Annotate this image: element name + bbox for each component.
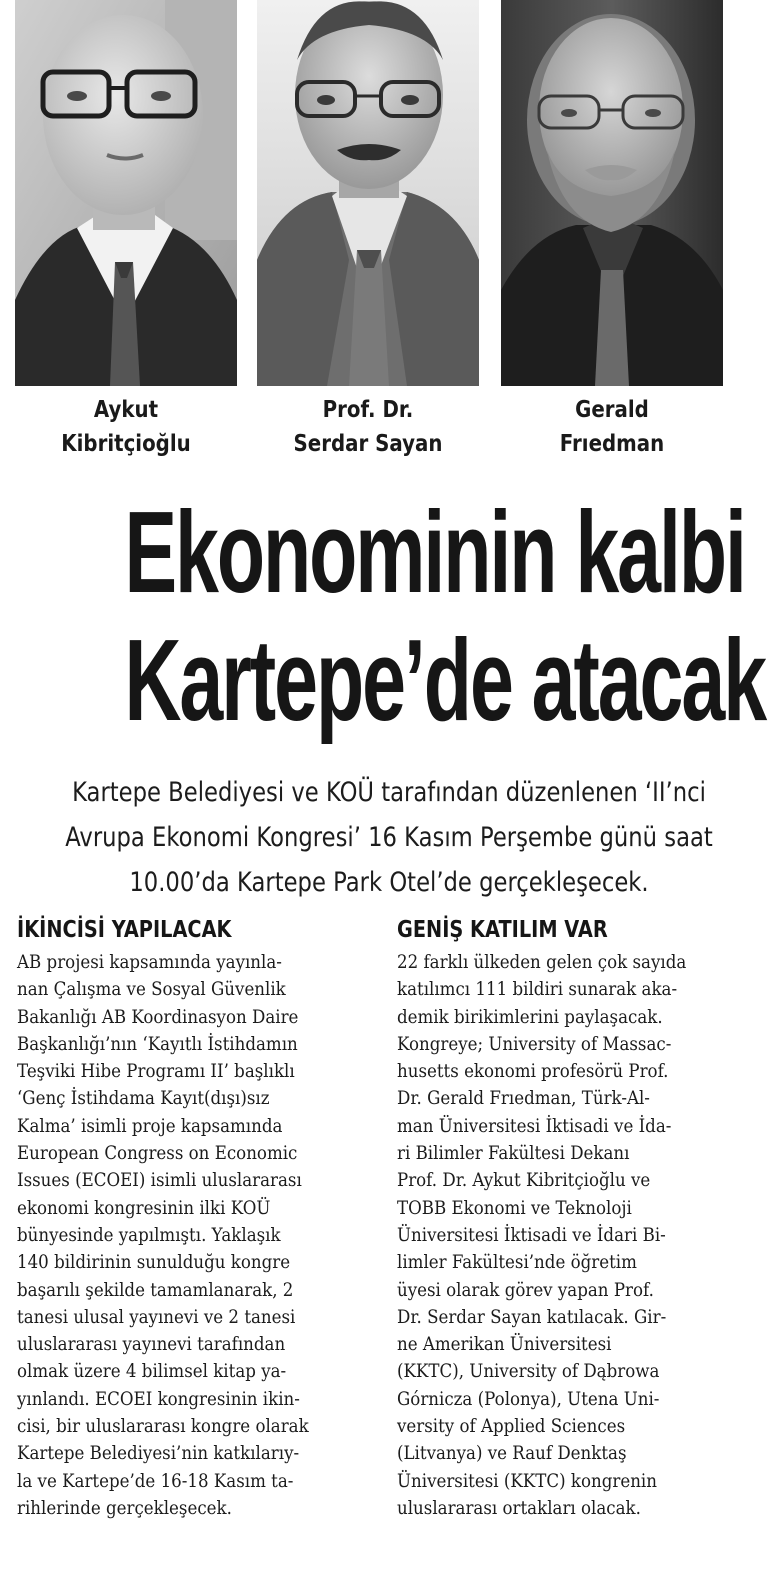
text-line: Dr. Serdar Sayan katılacak. Gir-	[397, 1306, 667, 1328]
caption-sayan	[273, 393, 464, 461]
caption-line-1: Gerald	[575, 397, 649, 423]
text-line: cisi, bir uluslararası kongre olarak	[17, 1416, 309, 1438]
text-line: limler Fakültesi’nde öğretim	[397, 1252, 637, 1274]
portrait-photo-sayan	[257, 0, 479, 386]
caption-kibritcioglu	[31, 393, 222, 461]
text-line: başarılı şekilde tamamlanarak, 2	[17, 1279, 294, 1301]
portrait-row	[0, 0, 778, 474]
portrait-sayan	[257, 0, 479, 461]
caption-line-1: Prof. Dr.	[322, 397, 414, 423]
text-line: Kongreye; University of Massac-	[397, 1033, 672, 1055]
lede-line-3: 10.00’da Kartepe Park Otel’de gerçekleşecek.	[129, 867, 649, 898]
text-line: rihlerinde gerçekleşecek.	[17, 1497, 232, 1519]
lede-line-1: Kartepe Belediyesi ve KOÜ tarafından düzenlenen ‘II’nci	[72, 777, 706, 808]
text-line: yınlandı. ECOEI kongresinin ikin-	[17, 1388, 300, 1410]
left-column-body	[17, 949, 393, 1522]
text-line: Kalma’ isimli proje kapsamında	[17, 1115, 283, 1137]
headline-line-2: Kartepe’de atacak	[124, 615, 766, 745]
text-line: Başkanlığı’nın ‘Kayıtlı İstihdamın	[17, 1033, 298, 1055]
text-line: katılımcı 111 bildiri sunarak aka-	[397, 979, 678, 1001]
lede-line-2: Avrupa Ekonomi Kongresi’ 16 Kasım Perşembe günü saat	[65, 822, 713, 853]
text-line: demik birikimlerini paylaşacak.	[397, 1006, 663, 1028]
caption-line-2: Kibritçioğlu	[61, 431, 191, 457]
text-line: ‘Genç İstihdama Kayıt(dışı)sız	[17, 1088, 270, 1110]
text-line: Issues (ECOEI) isimli uluslararası	[17, 1170, 302, 1192]
text-line: man Üniversitesi İktisadi ve İda-	[397, 1115, 672, 1137]
text-line: üyesi olarak görev yapan Prof.	[397, 1279, 654, 1301]
text-line: Bakanlığı AB Koordinasyon Daire	[17, 1006, 299, 1028]
text-line: 140 bildirinin sunulduğu kongre	[17, 1252, 291, 1274]
portrait-kibritcioglu	[15, 0, 237, 461]
text-line: nan Çalışma ve Sosyal Güvenlik	[17, 979, 286, 1001]
text-line: TOBB Ekonomi ve Teknoloji	[397, 1197, 632, 1219]
text-line: Üniversitesi (KKTC) kongrenin	[397, 1470, 657, 1492]
headline	[0, 488, 778, 744]
left-column-heading: İKİNCİSİ YAPILACAK	[17, 917, 232, 943]
right-column-body	[397, 949, 773, 1522]
text-line: olmak üzere 4 bilimsel kitap ya-	[17, 1361, 287, 1383]
text-line: 22 farklı ülkeden gelen çok sayıda	[397, 952, 687, 973]
text-line: Prof. Dr. Aykut Kibritçioğlu ve	[397, 1170, 651, 1192]
text-line: European Congress on Economic	[17, 1143, 298, 1165]
text-line: ri Bilimler Fakültesi Dekanı	[397, 1143, 630, 1165]
caption-line-2: Frıedman	[559, 431, 665, 457]
text-line: ne Amerikan Üniversitesi	[397, 1334, 612, 1356]
text-line: uluslararası ortakları olacak.	[397, 1497, 641, 1519]
text-line: Kartepe Belediyesi’nin katkılarıy-	[17, 1443, 300, 1465]
caption-line-2: Serdar Sayan	[293, 431, 443, 457]
text-line: husetts ekonomi profesörü Prof.	[397, 1061, 669, 1083]
text-line: la ve Kartepe’de 16-18 Kasım ta-	[17, 1470, 294, 1492]
headline-line-1: Ekonominin kalbi	[124, 487, 745, 617]
text-line: (Litvanya) ve Rauf Denktaş	[397, 1443, 627, 1465]
text-line: Dr. Gerald Frıedman, Türk-Al-	[397, 1088, 650, 1110]
caption-line-1: Aykut	[93, 397, 159, 423]
text-line: AB projesi kapsamında yayınla-	[17, 952, 282, 973]
right-column-heading: GENİŞ KATILIM VAR	[397, 917, 608, 943]
text-line: versity of Applied Sciences	[397, 1416, 626, 1438]
text-line: Teşviki Hibe Programı II’ başlıklı	[17, 1061, 295, 1083]
left-column	[17, 914, 393, 1522]
text-line: (KKTC), University of Dąbrowa	[397, 1361, 660, 1383]
text-line: uluslararası yayınevi tarafından	[17, 1334, 286, 1356]
right-column	[397, 914, 773, 1522]
text-line: ekonomi kongresinin ilki KOÜ	[17, 1197, 271, 1219]
text-line: Üniversitesi İktisadi ve İdari Bi-	[397, 1224, 666, 1246]
portrait-photo-friedman	[501, 0, 723, 386]
text-line: tanesi ulusal yayınevi ve 2 tanesi	[17, 1306, 296, 1328]
text-line: bünyesinde yapılmıştı. Yaklaşık	[17, 1224, 281, 1246]
text-line: Górnicza (Polonya), Utena Uni-	[397, 1388, 660, 1410]
portrait-friedman	[501, 0, 723, 461]
caption-friedman	[517, 393, 708, 461]
portrait-photo-kibritcioglu	[15, 0, 237, 386]
lede	[0, 770, 778, 905]
